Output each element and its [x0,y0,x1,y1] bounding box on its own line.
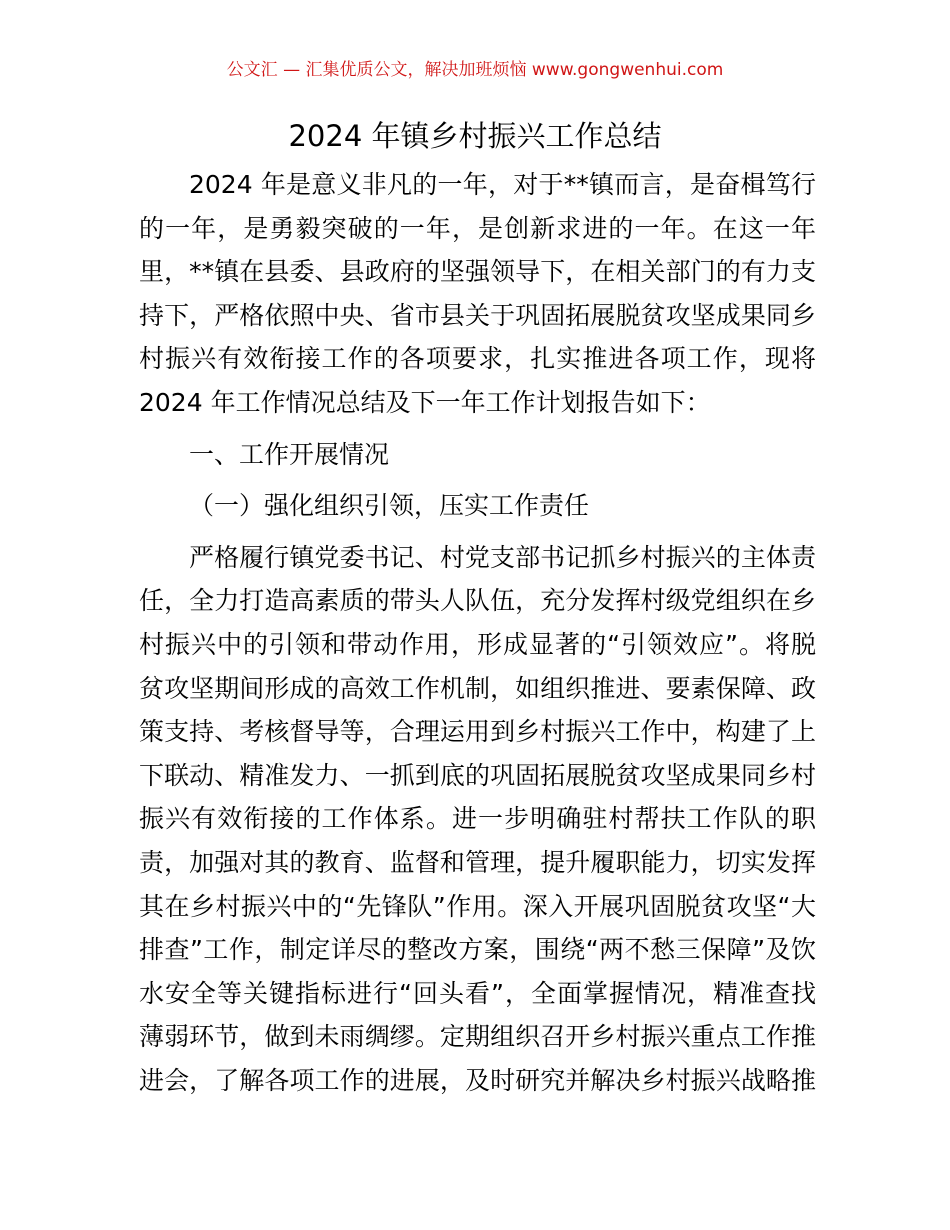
document-body [139,163,816,1102]
body-line: 贫攻坚期间形成的高效工作机制，如组织推进、要素保障、政 [139,673,816,703]
section-heading: 一、工作开展情况 [189,439,390,469]
body-line: 持下，严格依照中央、省市县关于巩固拓展脱贫攻坚成果同乡 [139,300,816,330]
body-line: 排查”工作，制定详尽的整改方案，围绕“两不愁三保障”及饮 [139,935,816,965]
body-line: 责，加强对其的教育、监督和管理，提升履职能力，切实发挥 [139,847,816,877]
document-title: 2024 年镇乡村振兴工作总结 [288,119,662,153]
subsection-heading: （一）强化组织引领，压实工作责任 [189,491,590,521]
body-line: 2024 年工作情况总结及下一年工作计划报告如下： [139,387,711,417]
body-line: 2024 年是意义非凡的一年，对于**镇而言，是奋楫笃行 [189,170,816,199]
body-line: 里，**镇在县委、县政府的坚强领导下，在相关部门的有力支 [139,257,816,287]
body-line: 薄弱环节，做到未雨绸缪。定期组织召开乡村振兴重点工作推 [139,1022,816,1052]
body-line: 策支持、考核督导等，合理运用到乡村振兴工作中，构建了上 [139,717,816,747]
body-line: 村振兴有效衔接工作的各项要求，扎实推进各项工作，现将 [139,344,816,374]
body-line: 严格履行镇党委书记、村党支部书记抓乡村振兴的主体责 [189,542,816,572]
body-line: 其在乡村振兴中的“先锋队”作用。深入开展巩固脱贫攻坚“大 [139,891,816,921]
body-line: 的一年，是勇毅突破的一年，是创新求进的一年。在这一年 [139,213,816,243]
body-line: 水安全等关键指标进行“回头看”，全面掌握情况，精准查找 [139,978,816,1008]
body-line: 任，全力打造高素质的带头人队伍，充分发挥村级党组织在乡 [139,586,816,616]
header-banner: 公文汇 — 汇集优质公文，解决加班烦恼 www.gongwenhui.com [226,60,724,80]
body-line: 振兴有效衔接的工作体系。进一步明确驻村帮扶工作队的职 [139,804,816,834]
body-line: 村振兴中的引领和带动作用，形成显著的“引领效应”。将脱 [139,629,816,659]
body-line: 进会，了解各项工作的进展，及时研究并解决乡村振兴战略推 [139,1065,816,1095]
body-line: 下联动、精准发力、一抓到底的巩固拓展脱贫攻坚成果同乡村 [139,760,816,790]
